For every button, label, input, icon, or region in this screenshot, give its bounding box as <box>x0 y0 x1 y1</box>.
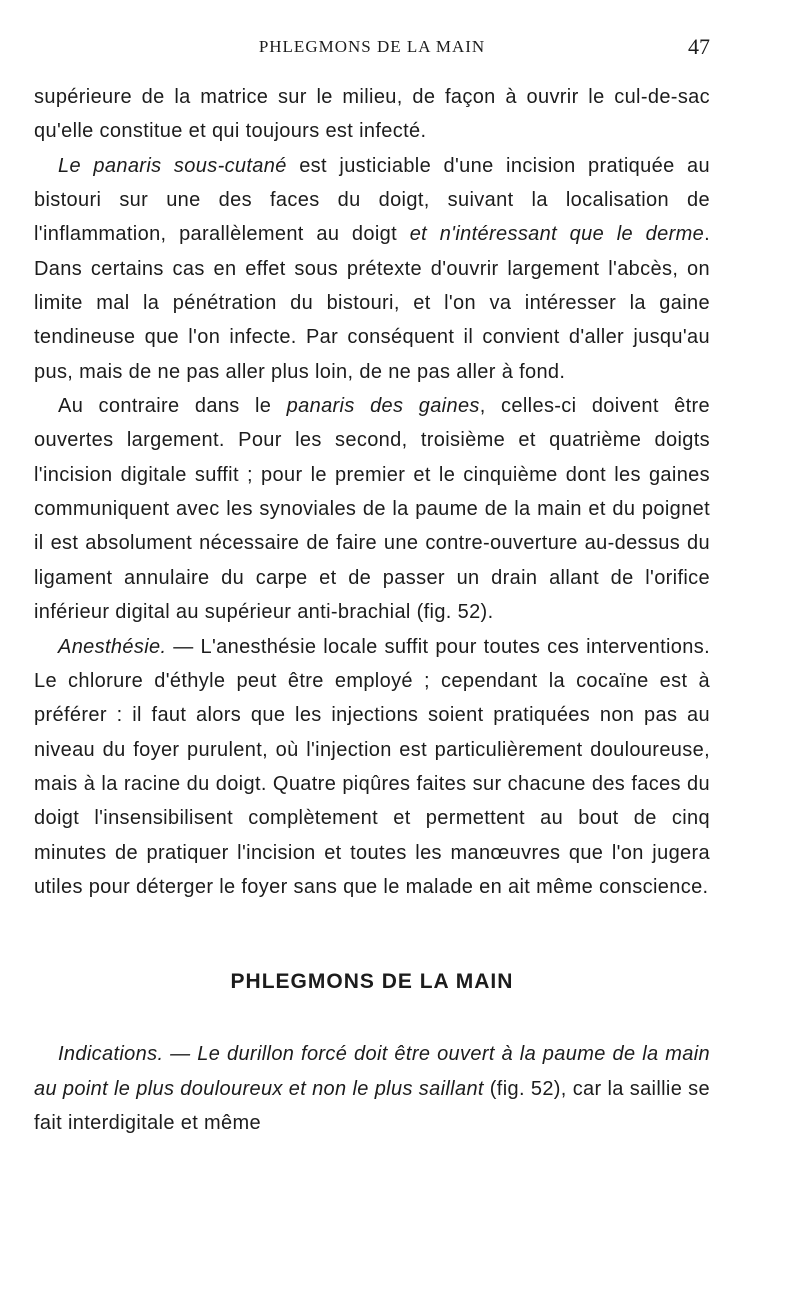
paragraph-text: est justiciable d'une incision pratiquée au bistouri sur une des faces du doigt, suivant la localisation de l'inflammation, parallèlement au doigt <box>34 154 710 246</box>
paragraph-lead-italic: Indications. <box>58 1043 164 1066</box>
paragraph-text: Au contraire dans le <box>58 395 287 418</box>
figure-reference: (fig. 52), <box>489 1077 567 1100</box>
paragraph-text: , celles-ci doivent être ouvertes largement. Pour les second, troisième et quatrième doigts l'incision digitale suffit ; pour le premier et le cinquième dont les gaines communiquent avec les synoviales de la paume de la main et du poignet il est absolument nécessaire de faire une contre-ouverture au-dessus du ligament annulaire du carpe et de passer un drain allant de l'orifice inférieur digital au supérieur anti-brachial (fig. 52). <box>34 395 710 624</box>
paragraph-lead-italic: Le panaris sous-cutané <box>58 154 287 177</box>
paragraph-continuation <box>34 80 710 149</box>
paragraph-indications <box>34 1037 710 1140</box>
paragraph-text: supérieure de la matrice sur le milieu, de façon à ouvrir le cul-de-sac qu'elle constitue et qui toujours est infecté. <box>34 86 710 143</box>
paragraph-text: — L'anesthésie locale suffit pour toutes ces interventions. Le chlorure d'éthyle peut être employé ; cependant la cocaïne est à préférer : il faut alors que les injections soient pratiquées non pas au niveau du foyer purulent, où l'injection est particulièrement douloureuse, mais à la racine du doigt. Quatre piqûres faites sur chacune des faces du doigt l'insensibilisent complètement et permettent au bout de cinq minutes de pratiquer l'incision et toutes les manœuvres que l'on jugera utiles pour déterger le foyer sans que le malade en ait même conscience. <box>34 635 710 898</box>
paragraph-italic-text: — Le durillon forcé doit être ouvert à la paume de la main au point le plus douloureux et non le plus saillant <box>34 1043 710 1100</box>
paragraph-anesthesie <box>34 630 710 905</box>
emphasis-text: et n'intéressant que le derme <box>409 223 705 246</box>
paragraph-text: . Dans certains cas en effet sous prétexte d'ouvrir largement l'abcès, on limite mal la pénétration du bistouri, et l'on va intéresser la gaine tendineuse que l'on infecte. Par conséquent il convient d'aller jusqu'au pus, mais de ne pas aller plus loin, de ne pas aller à fond. <box>34 223 710 383</box>
paragraph-text: car la saillie se fait interdigitale et même <box>34 1077 710 1134</box>
paragraph-panaris-sous-cutane <box>34 149 710 389</box>
paragraph-lead-italic: Anesthésie. <box>58 635 167 658</box>
paragraph-panaris-des-gaines <box>34 389 710 629</box>
section-heading: PHLEGMONS DE LA MAIN <box>230 970 514 994</box>
running-title: PHLEGMONS DE LA MAIN <box>258 37 486 56</box>
running-head <box>34 34 710 60</box>
page-number: 47 <box>688 34 710 59</box>
body-text <box>34 80 710 1140</box>
emphasis-text: panaris des gaines <box>286 395 480 418</box>
